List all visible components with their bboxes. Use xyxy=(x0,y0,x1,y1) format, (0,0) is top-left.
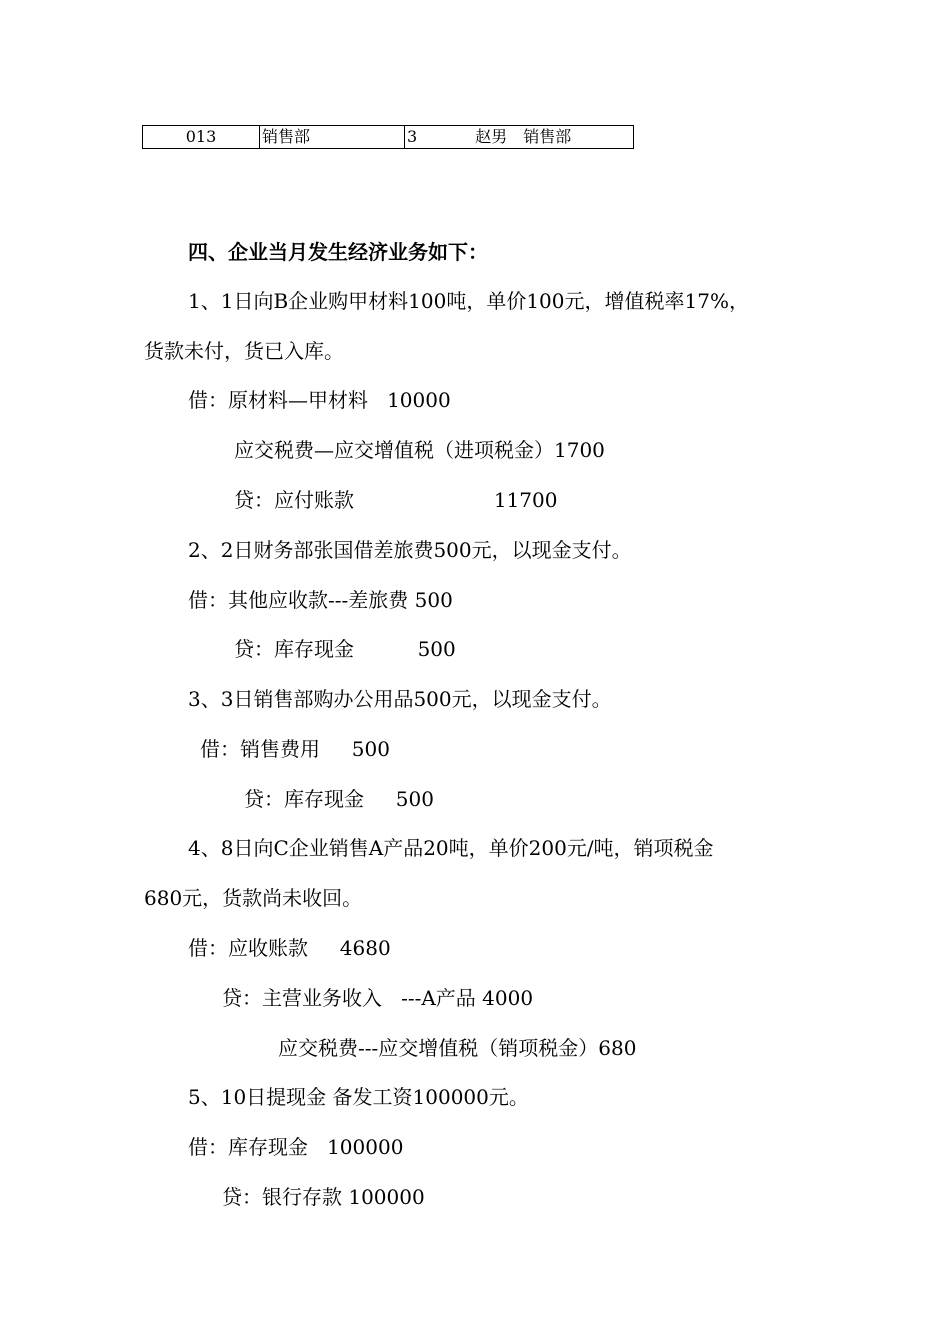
text-line: 2、2日财务部张国借差旅费500元，以现金支付。 xyxy=(188,538,632,562)
text-line: 货款未付，货已入库。 xyxy=(144,339,344,363)
text-line: 贷：主营业务收入 ---A产品 4000 xyxy=(222,986,534,1010)
text-line: 应交税费---应交增值税（销项税金）680 xyxy=(278,1036,637,1060)
text-line: 借：原材料—甲材料 10000 xyxy=(188,388,451,412)
table-cell-dept: 销售部 xyxy=(260,126,405,149)
table-cell-code: 013 xyxy=(143,126,260,149)
text-line: 应交税费—应交增值税（进项税金）1700 xyxy=(234,438,605,462)
table-cell-name: 赵男 xyxy=(475,127,508,146)
text-line: 3、3日销售部购办公用品500元，以现金支付。 xyxy=(188,687,612,711)
text-line: 借：销售费用 500 xyxy=(200,737,390,761)
text-line: 1、1日向B企业购甲材料100吨，单价100元，增值税率17%， xyxy=(188,289,749,313)
table-cell-dept2: 销售部 xyxy=(523,127,572,146)
text-line: 贷：库存现金 500 xyxy=(244,787,434,811)
table-row xyxy=(143,126,634,149)
text-line: 贷：库存现金 500 xyxy=(234,637,456,661)
text-line: 借：库存现金 100000 xyxy=(188,1135,404,1159)
text-line: 贷：应付账款 11700 xyxy=(234,488,558,512)
table-cell-person xyxy=(405,126,634,149)
text-line: 借：其他应收款---差旅费 500 xyxy=(188,588,453,612)
text-line: 借：应收账款 4680 xyxy=(188,936,391,960)
table-cell-num: 3 xyxy=(407,127,418,146)
text-line: 贷：银行存款 100000 xyxy=(222,1185,425,1209)
text-line: 5、10日提现金 备发工资100000元。 xyxy=(188,1085,529,1109)
department-table xyxy=(142,125,634,149)
text-line: 4、8日向C企业销售A产品20吨，单价200元/吨，销项税金 xyxy=(188,836,714,860)
text-line: 680元，货款尚未收回。 xyxy=(144,886,363,910)
section-heading: 四、企业当月发生经济业务如下： xyxy=(188,240,488,264)
